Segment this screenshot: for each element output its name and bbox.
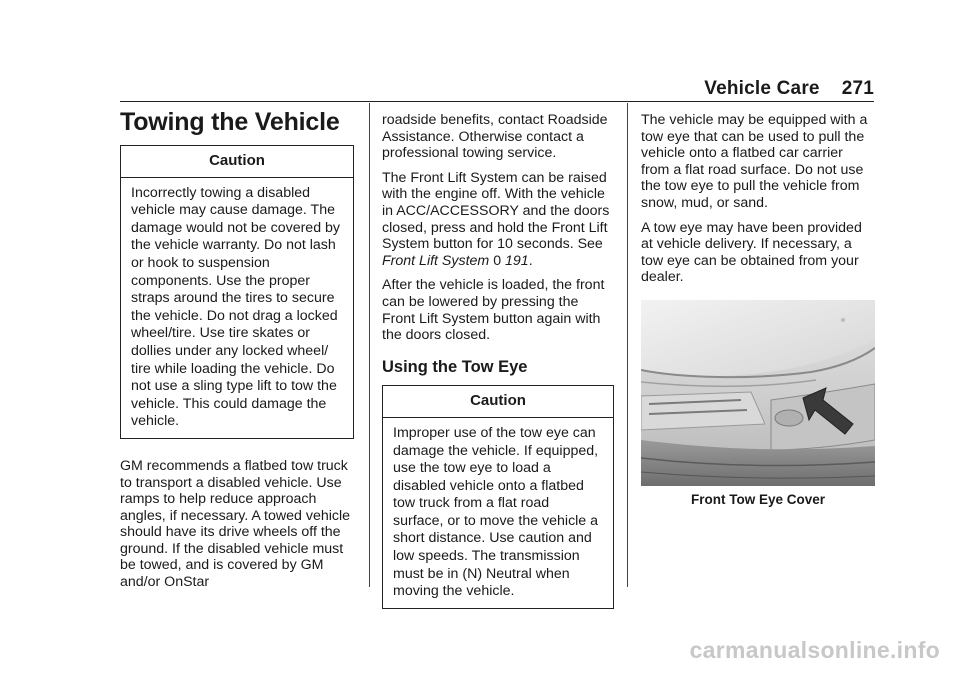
column-divider-2 xyxy=(627,103,628,587)
caution-body: Incorrectly towing a disabled vehicle may cause damage. The damage would not be covered by the vehicle warranty. Do not lash or hook to suspension components. Use the proper straps around the tires to secure the vehicle. Do not drag a locked wheel/tire. Use tire skates or dollies under any locked wheel/ tire while loading the vehicle. Do not use a sling type lift to tow the vehicle. This could damage the vehicle. xyxy=(131,184,341,430)
xref-title: Front Lift System xyxy=(382,252,490,269)
page-title: Towing the Vehicle xyxy=(120,108,340,136)
page-header xyxy=(704,78,874,100)
tow-eye-heading: Using the Tow Eye xyxy=(382,357,528,376)
middle-column xyxy=(382,112,614,609)
right-column xyxy=(641,112,875,509)
caution-title: Caution xyxy=(383,386,613,418)
xref-link[interactable] xyxy=(382,253,529,269)
lowered-paragraph: After the vehicle is loaded, the front can be lowered by pressing the Front Lift System button again with the doors closed. xyxy=(382,277,605,344)
caution-title: Caution xyxy=(121,146,353,178)
tow-eye-cover-figure xyxy=(641,300,875,486)
column-divider-1 xyxy=(369,103,370,587)
tow-eye-delivery-paragraph: A tow eye may have been provided at vehicle delivery. If necessary, a tow eye can be obtained from your dealer. xyxy=(641,219,862,286)
header-rule xyxy=(120,101,874,102)
xref-page: 191 xyxy=(505,252,529,269)
roadside-paragraph: roadside benefits, contact Roadside Assistance. Otherwise contact a professional towing service. xyxy=(382,112,608,162)
figure-caption: Front Tow Eye Cover xyxy=(690,491,826,507)
tow-eye-paragraph: The vehicle may be equipped with a tow eye that can be used to pull the vehicle onto a flatbed car carrier from a flat road surface. Do not use the tow eye to pull the vehicle from snow, mud, or sand. xyxy=(641,112,868,211)
watermark-text: carmanualsonline.info xyxy=(689,637,940,663)
caution-box-tow-eye xyxy=(382,385,614,609)
front-lift-paragraph xyxy=(382,170,614,270)
front-lift-text: The Front Lift System can be raised with the engine off. With the vehicle in ACC/ACCESSORY and the doors closed, press and hold the Front Lift System button for 10 seconds. See xyxy=(382,169,610,253)
bumper-illustration xyxy=(641,300,875,486)
caution-body: Improper use of the tow eye can damage the vehicle. If equipped, use the tow eye to load a disabled vehicle onto a flatbed tow truck from a flat road surface, or to move the vehicle a short distance. Use caution and low speeds. The transmission must be in (N) Neutral when moving the vehicle. xyxy=(393,424,599,600)
towing-paragraph: GM recommends a flatbed tow truck to transport a disabled vehicle. Use ramps to help reduce approach angles, if necessary. A towed vehicle should have its drive wheels off the ground. If the disabled vehicle must be towed, and is covered by GM and/or OnStar xyxy=(120,457,351,591)
xref-arrow-icon: 0 xyxy=(493,252,502,269)
xref-end: . xyxy=(528,252,533,269)
section-title: Vehicle Care xyxy=(704,78,820,99)
caution-box-towing xyxy=(120,145,354,439)
left-column xyxy=(120,145,354,599)
page-number: 271 xyxy=(841,78,874,99)
